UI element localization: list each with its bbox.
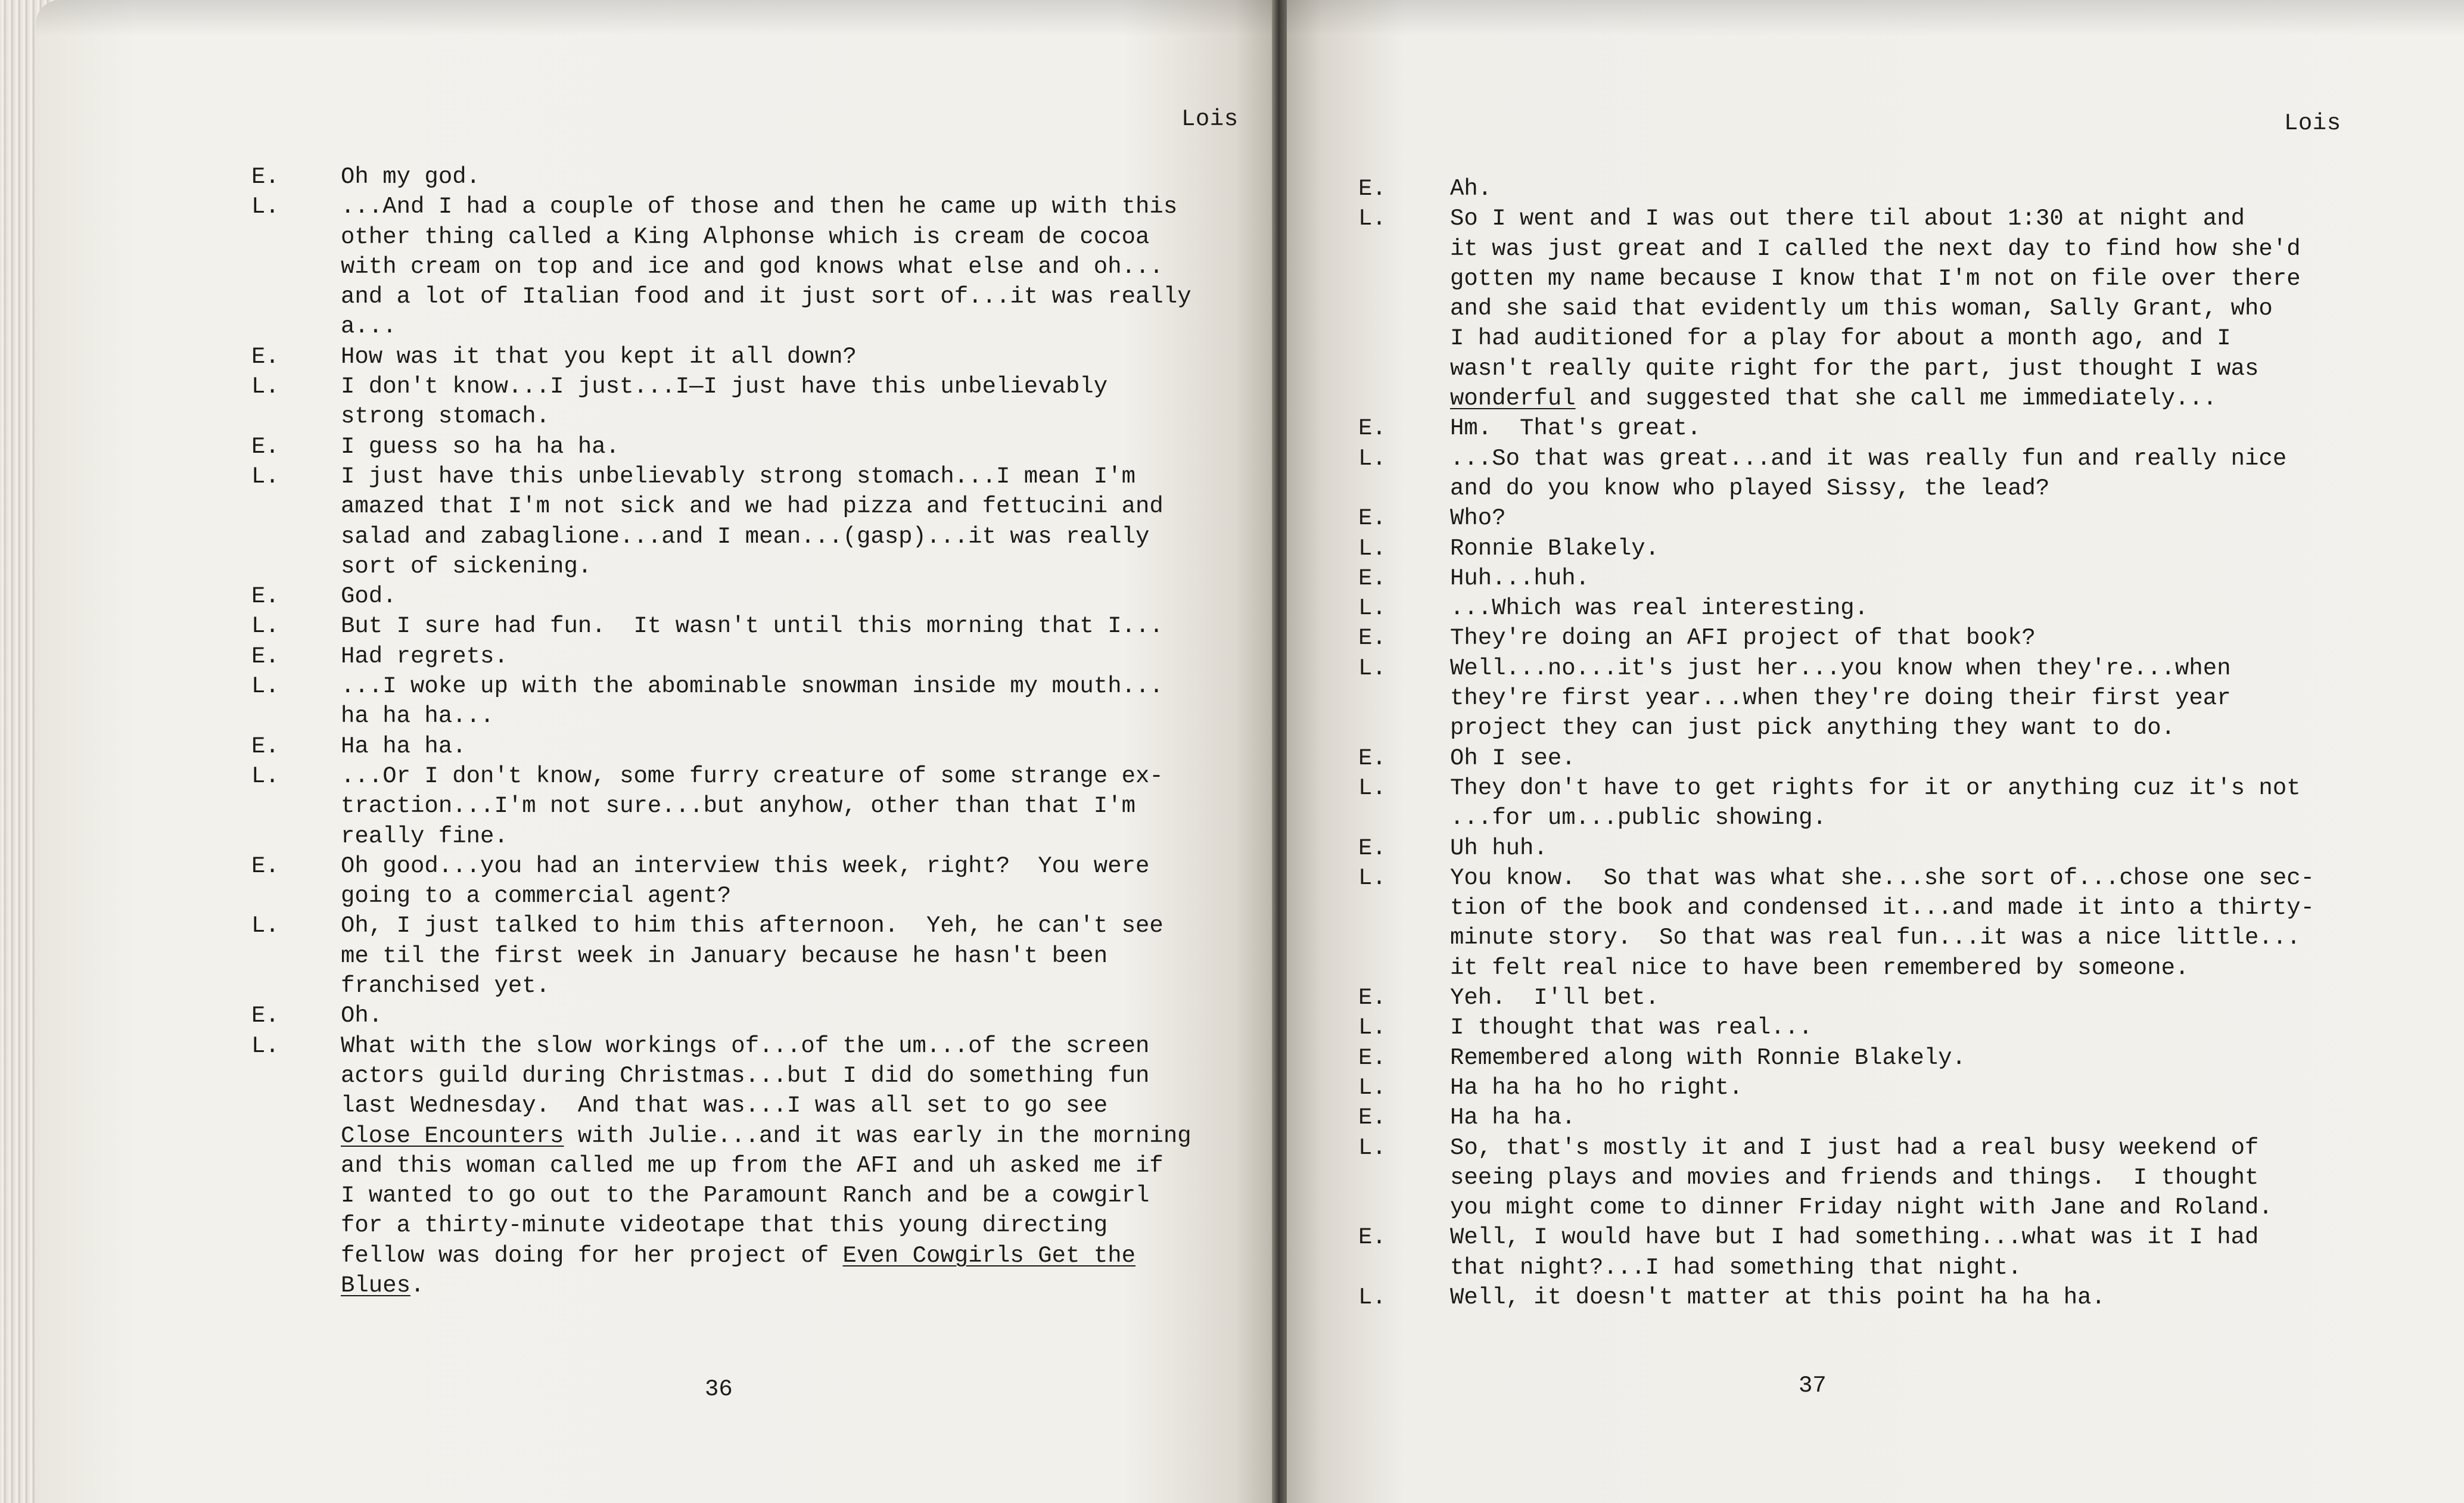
- text-line: Oh, I just talked to him this afternoon. Yeh, he can't see: [341, 913, 1163, 939]
- speech-text: [341, 761, 1163, 851]
- text-line: they're first year...when they're doing their first year: [1450, 685, 2231, 712]
- speech-text: [341, 192, 1191, 341]
- speech-text: [1450, 1013, 1813, 1043]
- speaker-label: L.: [251, 913, 279, 939]
- text-line: Close Encounters with Julie...and it was early in the morning: [341, 1122, 1191, 1149]
- speaker-label: L.: [1358, 206, 1386, 232]
- speech-text: [1450, 833, 1548, 863]
- dialogue-transcript: [1358, 174, 2454, 1312]
- text-line: Ha ha ha.: [341, 733, 466, 760]
- text-line: ...Which was real interesting.: [1450, 595, 1869, 622]
- text-line: I had auditioned for a play for about a month ago, and I: [1450, 325, 2231, 352]
- speaker-label: E.: [1358, 176, 1386, 202]
- text-line: But I sure had fun. It wasn't until this morning that I...: [341, 613, 1163, 640]
- dialogue-turn: [251, 1031, 1272, 1301]
- page-shadow: [36, 0, 1272, 36]
- speech-text: [1450, 743, 1576, 773]
- text-line: So I went and I was out there til about 1:30 at night and: [1450, 206, 2245, 232]
- text-line: Oh good...you had an interview this week, right? You were: [341, 852, 1150, 879]
- speaker-label: E.: [251, 343, 279, 370]
- text-line: Ha ha ha.: [1450, 1104, 1576, 1131]
- speech-text: [1450, 863, 2314, 983]
- text-line: What with the slow workings of...of the um...of the screen: [341, 1032, 1150, 1059]
- speech-text: [341, 611, 1163, 641]
- dialogue-turn: [1358, 1222, 2454, 1283]
- text-line: Ha ha ha ho ho right.: [1450, 1074, 1743, 1101]
- speaker-label: L.: [251, 463, 279, 490]
- text-line: a...: [341, 313, 397, 340]
- text-line: traction...I'm not sure...but anyhow, other than that I'm: [341, 793, 1136, 820]
- dialogue-transcript: [251, 162, 1272, 1300]
- text-line: They're doing an AFI project of that book?: [1450, 625, 2036, 652]
- text-line: wasn't really quite right for the part, just thought I was: [1450, 355, 2259, 382]
- speaker-label: E.: [251, 583, 279, 610]
- speaker-label: L.: [1358, 655, 1386, 682]
- left-page: [36, 0, 1272, 1503]
- speaker-label: L.: [1358, 864, 1386, 891]
- speech-text: [341, 642, 508, 671]
- dialogue-turn: [251, 761, 1272, 851]
- text-line: How was it that you kept it all down?: [341, 343, 857, 370]
- speech-text: [1450, 1103, 1576, 1132]
- text-line: and she said that evidently um this woman, Sally Grant, who: [1450, 295, 2273, 322]
- right-page: [1287, 0, 2464, 1503]
- speech-text: [1450, 503, 1506, 533]
- speech-text: [341, 732, 466, 761]
- dialogue-turn: [1358, 204, 2454, 413]
- dialogue-turn: [1358, 623, 2454, 653]
- dialogue-turn: [1358, 564, 2454, 593]
- dialogue-turn: [1358, 833, 2454, 863]
- text-line: with cream on top and ice and god knows what else and oh...: [341, 253, 1163, 280]
- text-line: last Wednesday. And that was...I was all set to go see: [341, 1093, 1108, 1119]
- speech-text: [341, 432, 620, 462]
- text-line: ...And I had a couple of those and then he came up with this: [341, 194, 1178, 220]
- text-line: ...So that was great...and it was really fun and really nice: [1450, 445, 2287, 472]
- text-line: I guess so ha ha ha.: [341, 433, 620, 460]
- dialogue-turn: [251, 642, 1272, 671]
- text-line: Who?: [1450, 505, 1506, 532]
- text-line: Yeh. I'll bet.: [1450, 985, 1660, 1012]
- text-line: amazed that I'm not sick and we had pizza and fettucini and: [341, 493, 1163, 520]
- page-number: 36: [705, 1376, 733, 1402]
- speech-text: [341, 462, 1163, 581]
- speaker-label: E.: [1358, 625, 1386, 652]
- speaker-label: E.: [1358, 985, 1386, 1012]
- text-line: Remembered along with Ronnie Blakely.: [1450, 1044, 1966, 1071]
- dialogue-turn: [251, 732, 1272, 761]
- text-line: seeing plays and movies and friends and things. I thought: [1450, 1164, 2259, 1191]
- speaker-label: L.: [251, 673, 279, 700]
- speaker-label: E.: [1358, 745, 1386, 771]
- speech-text: [341, 911, 1163, 1001]
- speaker-label: L.: [1358, 1074, 1386, 1101]
- text-line: They don't have to get rights for it or anything cuz it's not: [1450, 774, 2301, 801]
- dialogue-turn: [251, 911, 1272, 1001]
- speech-text: [1450, 1222, 2258, 1283]
- text-line: Ah.: [1450, 176, 1492, 202]
- speech-text: [1450, 534, 1659, 564]
- dialogue-turn: [1358, 654, 2454, 743]
- speaker-label: E.: [251, 852, 279, 879]
- dialogue-turn: [1358, 983, 2454, 1013]
- text-line: me til the first week in January because he hasn't been: [341, 942, 1108, 969]
- dialogue-turn: [251, 192, 1272, 341]
- speaker-label: E.: [1358, 835, 1386, 861]
- text-line: I wanted to go out to the Paramount Ranch and be a cowgirl: [341, 1183, 1150, 1209]
- dialogue-turn: [1358, 863, 2454, 983]
- text-line: Oh I see.: [1450, 745, 1576, 771]
- speech-text: [1450, 1043, 1966, 1073]
- text-line: Well, it doesn't matter at this point ha ha ha.: [1450, 1284, 2105, 1311]
- dialogue-turn: [1358, 1103, 2454, 1132]
- text-line: project they can just pick anything they want to do.: [1450, 715, 2175, 742]
- dialogue-turn: [251, 432, 1272, 462]
- text-line: ...I woke up with the abominable snowman inside my mouth...: [341, 673, 1163, 700]
- text-line: God.: [341, 583, 397, 610]
- text-line: ha ha ha...: [341, 703, 494, 730]
- text-line: I thought that was real...: [1450, 1015, 1813, 1041]
- text-line: salad and zabaglione...and I mean...(gasp)...it was really: [341, 523, 1150, 550]
- speech-text: [341, 1031, 1191, 1301]
- dialogue-turn: [1358, 413, 2454, 443]
- speaker-label: E.: [1358, 505, 1386, 532]
- speaker-label: E.: [1358, 1104, 1386, 1131]
- text-line: that night?...I had something that night.: [1450, 1254, 2022, 1281]
- book-gutter: [1272, 0, 1287, 1503]
- text-line: gotten my name because I know that I'm not on file over there: [1450, 265, 2301, 292]
- dialogue-turn: [251, 671, 1272, 732]
- speaker-label: L.: [251, 374, 279, 400]
- text-line: actors guild during Christmas...but I did do something fun: [341, 1062, 1150, 1089]
- dialogue-turn: [1358, 1043, 2454, 1073]
- speaker-label: L.: [251, 194, 279, 220]
- text-line: it felt real nice to have been remembered by someone.: [1450, 954, 2189, 981]
- speech-text: [1450, 623, 2036, 653]
- dialogue-turn: [251, 162, 1272, 192]
- text-line: and this woman called me up from the AFI and uh asked me if: [341, 1152, 1163, 1179]
- dialogue-turn: [251, 342, 1272, 372]
- text-line: Ronnie Blakely.: [1450, 535, 1660, 562]
- text-line: sort of sickening.: [341, 553, 592, 580]
- speech-text: [1450, 1283, 2105, 1312]
- speaker-label: E.: [1358, 1224, 1386, 1251]
- speech-text: [1450, 204, 2301, 413]
- speaker-label: E.: [251, 643, 279, 670]
- speech-text: [1450, 593, 1868, 623]
- speech-text: [341, 372, 1107, 432]
- speech-text: [1450, 444, 2286, 504]
- text-line: wonderful and suggested that she call me immediately...: [1450, 385, 2217, 412]
- text-line: You know. So that was what she...she sort of...chose one sec-: [1450, 864, 2315, 891]
- speaker-label: E.: [251, 733, 279, 760]
- page-number: 37: [1799, 1373, 1827, 1399]
- dialogue-turn: [251, 851, 1272, 911]
- text-line: other thing called a King Alphonse which is cream de cocoa: [341, 223, 1150, 250]
- text-line: you might come to dinner Friday night with Jane and Roland.: [1450, 1194, 2273, 1221]
- text-line: Oh my god.: [341, 164, 481, 190]
- speech-text: [1450, 1073, 1743, 1103]
- text-line: strong stomach.: [341, 403, 550, 430]
- text-line: Uh huh.: [1450, 835, 1548, 861]
- speaker-label: E.: [1358, 1044, 1386, 1071]
- dialogue-turn: [1358, 174, 2454, 204]
- dialogue-turn: [1358, 1283, 2454, 1312]
- text-line: it was just great and I called the next day to find how she'd: [1450, 235, 2301, 262]
- dialogue-turn: [1358, 593, 2454, 623]
- speech-text: [1450, 174, 1492, 204]
- speech-text: [341, 851, 1149, 911]
- text-line: and do you know who played Sissy, the lead?: [1450, 475, 2050, 502]
- text-line: fellow was doing for her project of Even Cowgirls Get the: [341, 1242, 1136, 1269]
- speech-text: [341, 1001, 382, 1031]
- text-line: for a thirty-minute videotape that this young directing: [341, 1212, 1108, 1239]
- text-line: I just have this unbelievably strong stomach...I mean I'm: [341, 463, 1136, 490]
- text-line: and a lot of Italian food and it just sort of...it was really: [341, 284, 1191, 310]
- running-header: Lois: [1181, 106, 1239, 132]
- text-line: I don't know...I just...I—I just have this unbelievably: [341, 374, 1108, 400]
- dialogue-turn: [1358, 773, 2454, 833]
- dialogue-turn: [251, 372, 1272, 432]
- speaker-label: L.: [1358, 535, 1386, 562]
- speech-text: [341, 671, 1163, 732]
- speech-text: [1450, 1133, 2273, 1223]
- dialogue-turn: [251, 611, 1272, 641]
- speech-text: [1450, 564, 1589, 593]
- text-line: Hm. That's great.: [1450, 415, 1701, 442]
- text-line: ...for um...public showing.: [1450, 805, 1827, 832]
- text-line: Oh.: [341, 1003, 383, 1029]
- dialogue-turn: [1358, 1133, 2454, 1223]
- dialogue-turn: [1358, 534, 2454, 564]
- dialogue-turn: [251, 1001, 1272, 1031]
- text-line: really fine.: [341, 823, 508, 849]
- speech-text: [1450, 654, 2231, 743]
- speech-text: [341, 342, 857, 372]
- text-line: Blues.: [341, 1272, 425, 1299]
- speech-text: [341, 581, 397, 611]
- dialogue-turn: [1358, 1073, 2454, 1103]
- text-line: Well, I would have but I had something...what was it I had: [1450, 1224, 2259, 1251]
- speaker-label: E.: [251, 1003, 279, 1029]
- dialogue-turn: [1358, 503, 2454, 533]
- text-line: ...Or I don't know, some furry creature of some strange ex-: [341, 763, 1163, 789]
- text-line: Had regrets.: [341, 643, 508, 670]
- speech-text: [1450, 773, 2301, 833]
- speech-text: [1450, 983, 1659, 1013]
- speaker-label: E.: [1358, 565, 1386, 592]
- speech-text: [1450, 413, 1701, 443]
- speaker-label: L.: [1358, 1134, 1386, 1161]
- speaker-label: E.: [251, 433, 279, 460]
- text-line: Well...no...it's just her...you know when they're...when: [1450, 655, 2231, 682]
- speaker-label: L.: [251, 613, 279, 640]
- dialogue-turn: [251, 462, 1272, 581]
- speaker-label: L.: [1358, 1015, 1386, 1041]
- speaker-label: L.: [1358, 774, 1386, 801]
- text-line: going to a commercial agent?: [341, 883, 732, 910]
- text-line: Huh...huh.: [1450, 565, 1590, 592]
- speaker-label: L.: [1358, 445, 1386, 472]
- speaker-label: E.: [1358, 415, 1386, 442]
- speaker-label: L.: [251, 763, 279, 789]
- text-line: tion of the book and condensed it...and made it into a thirty-: [1450, 895, 2315, 922]
- speaker-label: E.: [251, 164, 279, 190]
- dialogue-turn: [251, 581, 1272, 611]
- dialogue-turn: [1358, 1013, 2454, 1043]
- text-line: franchised yet.: [341, 973, 550, 1000]
- speaker-label: L.: [1358, 595, 1386, 622]
- speaker-label: L.: [251, 1032, 279, 1059]
- speech-text: [341, 162, 480, 192]
- running-header: Lois: [2284, 110, 2341, 136]
- dialogue-turn: [1358, 444, 2454, 504]
- speaker-label: L.: [1358, 1284, 1386, 1311]
- dialogue-turn: [1358, 743, 2454, 773]
- text-line: So, that's mostly it and I just had a real busy weekend of: [1450, 1134, 2259, 1161]
- page-shadow: [1287, 0, 2464, 36]
- text-line: minute story. So that was real fun...it was a nice little...: [1450, 925, 2301, 951]
